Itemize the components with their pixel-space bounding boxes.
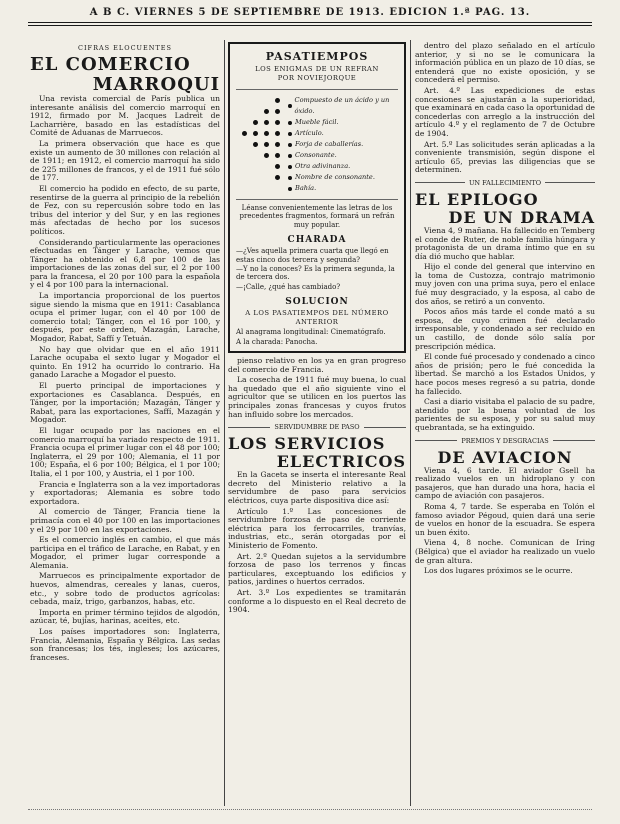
paragraph: Francia e Inglaterra son a la vez importadoras y exportadoras; Alemania es sobre todo exportadora.	[30, 479, 220, 506]
servicios-body	[228, 471, 406, 615]
puzzle-dot	[275, 120, 280, 125]
aviacion-label	[415, 437, 595, 445]
header-rule-top	[28, 22, 592, 23]
masthead: A B C. VIERNES 5 DE SEPTIEMBRE DE 1913. EDICION 1.ª PAG. 13.	[89, 7, 531, 18]
section-label	[228, 423, 406, 431]
paragraph: La cosecha de 1911 fué muy buena, lo cual ha quedado que el año siguiente vino el agricultor que se utilicen en los puertos las principales zonas francesas y cuyos frutos han influido sobre los mercados.	[228, 375, 406, 419]
solucion-line: A la charada: Panocha.	[236, 337, 318, 346]
paragraph: Art. 5.º Las solicitudes serán aplicadas a la conveniente transmisión, según dispone el artículo 65, previas las diligencias que se determinen.	[415, 139, 595, 175]
puzzle-clue-text: Compuesto de un ácido y un óxido.	[294, 96, 390, 115]
puzzle-dot	[264, 109, 269, 114]
paragraph: Viena 4, 8 noche. Comunican de Iring (Bélgica) que el aviador ha realizado un vuelo de gran altura.	[415, 538, 595, 565]
bullet-icon	[288, 132, 292, 136]
puzzle-blank	[264, 95, 272, 106]
paragraph: Hijo el conde del general que intervino en la toma de Custozza, contrajo matrimonio muy joven con una prima suya, pero el enlace fué muy desgraciado, y la esposa, al cabo de dos años, se retiró a un convento.	[415, 262, 595, 306]
solucion-text	[236, 328, 398, 346]
paragraph: Art. 2.º Quedan sujetos a la servidumbre forzosa de paso los terrenos y fincas particulares, exceptuando los edificios y patios, jardines o huertos cerrados.	[228, 551, 406, 587]
puzzle-blank	[242, 117, 250, 128]
puzzle-dot	[253, 131, 258, 136]
puzzle-clue-text: Otra adivinanza.	[295, 162, 351, 170]
paragraph: pienso relativo en los ya en gran progreso del comercio de Francia.	[228, 356, 406, 374]
puzzle-dot	[264, 120, 269, 125]
article-body	[30, 95, 220, 662]
puzzle-clue-text: Consonante.	[295, 151, 337, 159]
paragraph: La primera observación que hace es que existe un aumento de 30 millones con relación al de 1911; en 1912, el comercio marroquí ha sido de 225 millones de francos, y el de 1911 fué sólo de 177.	[30, 138, 220, 183]
puzzle-dot	[275, 131, 280, 136]
puzzle-blank	[242, 150, 250, 161]
kicker-cifras: CIFRAS ELOCUENTES	[78, 44, 172, 52]
paragraph: Importa en primer término tejidos de algodón, azúcar, té, bujías, harinas, aceites, etc.	[30, 607, 220, 626]
paragraph: Casi a diario visitaba el palacio de su padre, atendido por la buena voluntad de los parientes de su esposa, y por su salud muy quebrantada, se ha extinguido.	[415, 397, 595, 432]
puzzle-blank	[242, 172, 250, 183]
paragraph: El puerto principal de importaciones y exportaciones es Casablanca. Después, en Tánger, por la importación; Mazagán, Tánger y Rabat, para las exportaciones, Saffí, Mazagán y Mogador.	[30, 381, 220, 425]
paragraph: Pocos años más tarde el conde mató a su esposa, de cuyo crimen fué declarado irresponsable, y condenado a ser recluido en un castillo, de donde sólo salía por prescripción médica.	[415, 307, 595, 351]
puzzle-dot	[275, 175, 280, 180]
aviacion-title: DE AVIACION	[437, 447, 573, 467]
paragraph: Los países importadores son: Inglaterra, Francia, Alemania, España y Bélgica. Las sedas son francesas; los tés, ingleses; los azúcares, franceses.	[30, 627, 220, 662]
continued-text	[415, 42, 595, 175]
puzzle-clue-text: Artículo.	[295, 129, 324, 137]
puzzle-note: Léanse convenientemente las letras de los precedentes fragmentos, formará un refrán muy popular.	[239, 204, 395, 229]
paragraph: Al comercio de Tánger, Francia tiene la primacía con el 40 por 100 en las importaciones y el 29 por 100 en las exportaciones.	[30, 507, 220, 534]
column-right	[415, 42, 595, 578]
charada-line: —¡Calle, ¿qué has cambiado?	[236, 282, 341, 291]
puzzle-blank	[253, 106, 261, 117]
puzzle-clue	[288, 139, 398, 150]
puzzle-blank	[264, 172, 272, 183]
fallecimiento-label	[415, 179, 595, 187]
puzzle-clue	[288, 95, 398, 117]
article-title-line1: EL COMERCIO	[30, 54, 191, 75]
charada-line: —Y no la conoces? Es la primera segunda, la de tercera dos.	[236, 265, 395, 282]
bullet-icon	[288, 187, 292, 191]
aviacion-body	[415, 467, 595, 576]
paragraph: Viena 4, 6 tarde. El aviador Gsell ha realizado vuelos en un hidroplano y con pasajeros, que han durado una hora, hacia el campo de aviación con pasajeros.	[415, 465, 595, 501]
puzzle-dot	[275, 98, 280, 103]
puzzle-clue-text: Forja de caballerías.	[295, 140, 364, 148]
puzzle-dot	[264, 153, 269, 158]
paragraph: Art. 3.º Los expedientes se tramitarán conforme a lo dispuesto en el Real decreto de 1904.	[228, 587, 406, 615]
puzzle-dot	[275, 164, 280, 169]
column-separator-2	[410, 40, 411, 806]
puzzle-clue	[288, 128, 398, 139]
paragraph: Roma 4, 7 tarde. Se esperaba en Tolón el famoso aviador Pégoud, quien dará una serie de vuelos en honor de la escuadra. Se espera un buen éxito.	[415, 501, 595, 537]
pasatiempos-title: PASATIEMPOS	[265, 50, 369, 63]
charada-line: —¿Ves aquella primera cuarta que llegó en estas cinco dos tercera y segunda?	[236, 247, 389, 264]
paragraph: Viena 4, 9 mañana. Ha fallecido en Temberg el conde de Ruter, de noble familia húngara y protagonista de un drama íntimo que en su día dió mucho que hablar.	[415, 225, 595, 261]
epilogo-title-line1: EL EPILOGO	[415, 189, 539, 209]
puzzle-dot	[253, 142, 258, 147]
fallecimiento-label-text: UN FALLECIMIENTO	[468, 178, 542, 187]
paragraph: Marruecos es principalmente exportador de huevos, almendras, cereales y lanas, cueros, etc., y sobre todo de productos agrícolas: cebada, maíz, trigo, garbanzos, habas, etc.	[30, 571, 220, 607]
charada-title: CHARADA	[287, 235, 347, 246]
servicios-title-line2: ELECTRICOS	[276, 452, 406, 472]
paragraph: Artículo 1.º Las concesiones de servidumbre forzosa de paso de corriente eléctrica para los ferrocarriles, tranvías, industrias, etc., serán otorgadas por el Ministerio de Fomento.	[228, 506, 406, 550]
puzzle-dot	[264, 142, 269, 147]
puzzle-clue	[288, 161, 398, 172]
header-rule-bottom	[28, 25, 592, 26]
bullet-icon	[288, 154, 292, 158]
puzzle-blank	[242, 161, 250, 172]
puzzle-blank	[253, 95, 261, 106]
puzzle-blank	[264, 161, 272, 172]
bullet-icon	[288, 176, 292, 180]
paragraph: El conde fué procesado y condenado a cinco años de prisión; pero le fué concedida la libertad. Se marchó a los Estados Unidos, y hace pocos meses regresó a su patria, donde ha fallecido.	[415, 352, 595, 396]
puzzle-clue-text: Bahía.	[295, 184, 317, 192]
servicios-title-line1: LOS SERVICIOS	[228, 434, 386, 454]
puzzle-blank	[242, 95, 250, 106]
paragraph: El lugar ocupado por las naciones en el comercio marroquí ha variado respecto de 1911. Francia ocupa el primer lugar con el 48 por 100; Inglaterra, el 29 por 100; Alemania, el 11 por 100; España, el 6 por 100; Bélgica, el 1 por 100; Italia, el 1 por 100, y Austria, el 1 por 100.	[30, 425, 220, 478]
enigma-subtitle: LOS ENIGMAS DE UN REFRAN	[255, 65, 379, 73]
column-separator-1	[224, 40, 225, 806]
bottom-rule	[28, 809, 592, 810]
solucion-line: Al anagrama longitudinal: Cinematógrafo.	[236, 328, 386, 337]
bullet-icon	[288, 104, 292, 108]
paragraph: Una revista comercial de París publica un interesante análisis del comercio marroquí en 1912, firmado por M. Jacques Ladreit de Lacharrière, basado en las estadísticas del Comité de Aduanas de Marruecos.	[30, 94, 220, 138]
dot-puzzle	[236, 89, 398, 200]
column-comercio-marroqui	[30, 42, 220, 664]
puzzle-clue	[288, 172, 398, 183]
puzzle-blank	[253, 172, 261, 183]
article-title-line2: MARROQUI	[92, 74, 220, 95]
paragraph: En la Gaceta se inserta el interesante Real decreto del Ministerio relativo a la servidumbre de paso para servicios eléctricos, cuya parte dispositiva dice así:	[228, 470, 406, 505]
bullet-icon	[288, 143, 292, 147]
puzzle-clue	[288, 117, 398, 128]
paragraph: La importancia proporcional de los puertos sigue siendo la misma que en 1911: Casablanca ocupa el primer lugar, con el 40 por 100 de comercio total; Tánger, con el 16 por 100, y después, por este orden, Mazagán, Larache, Mogador, Rabat, Saffí y Tetuán.	[30, 291, 220, 344]
puzzle-dot	[253, 120, 258, 125]
bullet-icon	[288, 121, 292, 125]
puzzle-clue-text: Mueble fácil.	[295, 118, 339, 126]
paragraph: No hay que olvidar que en el año 1911 Larache ocupaba el sexto lugar y Mogador el quinto. En 1912 ha ocurrido lo contrario. Ha ganado Larache a Mogador el puesto.	[30, 344, 220, 380]
paragraph: Considerando particularmente las operaciones efectuadas en Tánger y Larache, vemos que Tánger ha obtenido el 6,8 por 100 de las importaciones de las zonas del sur, el 2 por 100 para la francesa, el 20 por 100 para la española y el 4 por 100 para la internacional.	[30, 237, 220, 290]
mid-text	[228, 357, 406, 419]
solucion-subtitle: A LOS PASATIEMPOS DEL NÚMERO ANTERIOR	[245, 309, 389, 327]
puzzle-clue	[288, 150, 398, 161]
puzzle-dot	[275, 153, 280, 158]
bullet-icon	[288, 165, 292, 169]
puzzle-blank	[242, 106, 250, 117]
epilogo-body	[415, 227, 595, 433]
paragraph: Art. 4.º Las expediciones de estas concesiones se ajustarán a la superioridad, que examinará en cada caso la oportunidad de concederlas con arreglo a la instrucción del artículo 4.º y el reglamento de 7 de Octubre de 1904.	[415, 85, 595, 138]
puzzle-dot	[264, 131, 269, 136]
puzzle-blank	[253, 161, 261, 172]
puzzle-dots	[236, 95, 288, 194]
puzzle-clues	[288, 95, 398, 194]
puzzle-dot	[275, 142, 280, 147]
puzzle-dot	[242, 131, 247, 136]
paragraph: dentro del plazo señalado en el artículo anterior, y si no se le comunicara la información pública en un plazo de 10 días, se entenderá que no existe oposición, y se concederá el permiso.	[415, 42, 595, 85]
paragraph: Es el comercio inglés en cambio, el que más participa en el tráfico de Larache, en Rabat, y en Mogador, el primer lugar corresponde a Alemania.	[30, 535, 220, 570]
solucion-title: SOLUCION	[285, 297, 349, 308]
charada-text	[236, 247, 398, 291]
paragraph: El comercio ha podido en efecto, de su parte, resentirse de la guerra al principio de la rebelión de Fez, con su repercusión sobre todo en las tribus del interior y del Sur, y en las regiones más afectadas de hecho por los sucesos políticos.	[30, 183, 220, 236]
epilogo-title-line2: DE UN DRAMA	[448, 207, 595, 227]
puzzle-blank	[253, 150, 261, 161]
section-label-text: SERVIDUMBRE DE PASO	[274, 423, 360, 432]
column-pasatiempos	[228, 42, 406, 617]
enigma-author: POR NOVIEJORQUE	[277, 74, 357, 82]
puzzle-clue	[288, 183, 398, 194]
pasatiempos-box	[228, 42, 406, 353]
puzzle-dot	[275, 109, 280, 114]
puzzle-clue-text: Nombre de consonante.	[295, 173, 375, 181]
paragraph: Los dos lugares próximos se le ocurre.	[424, 566, 573, 576]
puzzle-blank	[242, 139, 250, 150]
aviacion-label-text: PREMIOS Y DESGRACIAS	[461, 436, 549, 445]
